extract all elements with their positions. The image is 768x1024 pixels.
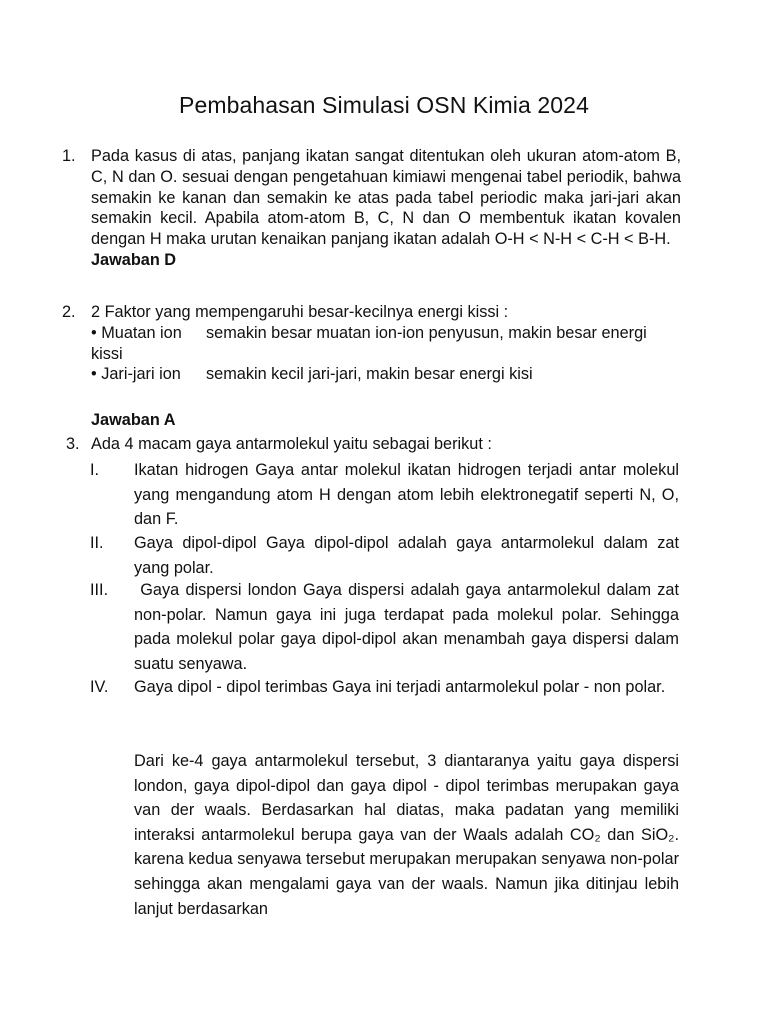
item-intro: Ada 4 macam gaya antarmolekul yaitu sebagai berikut : bbox=[91, 435, 492, 453]
item-text: Pada kasus di atas, panjang ikatan sangat ditentukan oleh ukuran atom-atom B, C, N dan O. sesuai dengan pengetahuan kimiawi mengenai tabel periodik, bahwa semakin ke kanan dan semakin ke atas pada tabel periodic maka jari-jari akan semakin kecil. Apabila atom-atom B, C, N dan O membentuk ikatan kovalen dengan H maka urutan kenaikan panjang ikatan adalah O-H < N-H < C-H < B-H. bbox=[91, 147, 681, 249]
roman-number: III. bbox=[90, 581, 109, 599]
bullet-item bbox=[91, 323, 681, 344]
bullet-head: • Muatan ion bbox=[91, 323, 182, 342]
item-body bbox=[91, 146, 681, 271]
bullet-text: semakin besar muatan ion-ion penyusun, makin besar energi bbox=[206, 323, 647, 342]
answer-label: Jawaban A bbox=[91, 410, 176, 429]
roman-text: Gaya dispersi london Gaya dispersi adalah gaya antarmolekul dalam zat non-polar. Namun gaya ini juga terdapat pada molekul polar. Sehingga pada molekul polar gaya dipol-dipol akan menambah gaya dispersi dalam suatu senyawa. bbox=[134, 581, 684, 673]
item-intro: 2 Faktor yang mempengaruhi besar-kecilnya energi kissi : bbox=[91, 303, 509, 321]
roman-text: Gaya dipol - dipol terimbas Gaya ini terjadi antarmolekul polar - non polar. bbox=[134, 678, 666, 696]
conclusion-paragraph: Dari ke-4 gaya antarmolekul tersebut, 3 diantaranya yaitu gaya dispersi london, gaya dipol-dipol dan gaya dipol - dipol terimbas merupakan gaya van der waals. Berdasarkan hal diatas, maka padatan yang memiliki interaksi antarmolekul berupa gaya van der Waals adalah CO₂ dan SiO₂. karena kedua senyawa tersebut merupakan merupakan senyawa non-polar sehingga akan mengalami gaya van der waals. Namun jika ditinjau lebih lanjut berdasarkan bbox=[134, 752, 679, 918]
roman-number: IV. bbox=[90, 678, 109, 696]
item-number: 2. bbox=[62, 303, 76, 321]
bullet-continuation: kissi bbox=[91, 344, 123, 363]
answer-label: Jawaban D bbox=[91, 250, 177, 269]
item-body bbox=[91, 434, 681, 455]
roman-number: II. bbox=[90, 534, 104, 552]
page-title: Pembahasan Simulasi OSN Kimia 2024 bbox=[179, 92, 589, 118]
item-number: 1. bbox=[62, 147, 76, 165]
bullet-text: semakin kecil jari-jari, makin besar energi kisi bbox=[206, 365, 533, 384]
bullet-item bbox=[91, 364, 681, 385]
bullet-head: • Jari-jari ion bbox=[91, 365, 181, 384]
roman-text: Gaya dipol-dipol Gaya dipol-dipol adalah gaya antarmolekul dalam zat yang polar. bbox=[134, 534, 679, 577]
item-body bbox=[91, 302, 681, 431]
roman-text: Ikatan hidrogen Gaya antar molekul ikatan hidrogen terjadi antar molekul yang mengandung atom H dengan atom lebih elektronegatif seperti N, O, dan F. bbox=[134, 461, 679, 529]
item-number: 3. bbox=[66, 435, 80, 453]
roman-number: I. bbox=[90, 461, 100, 479]
